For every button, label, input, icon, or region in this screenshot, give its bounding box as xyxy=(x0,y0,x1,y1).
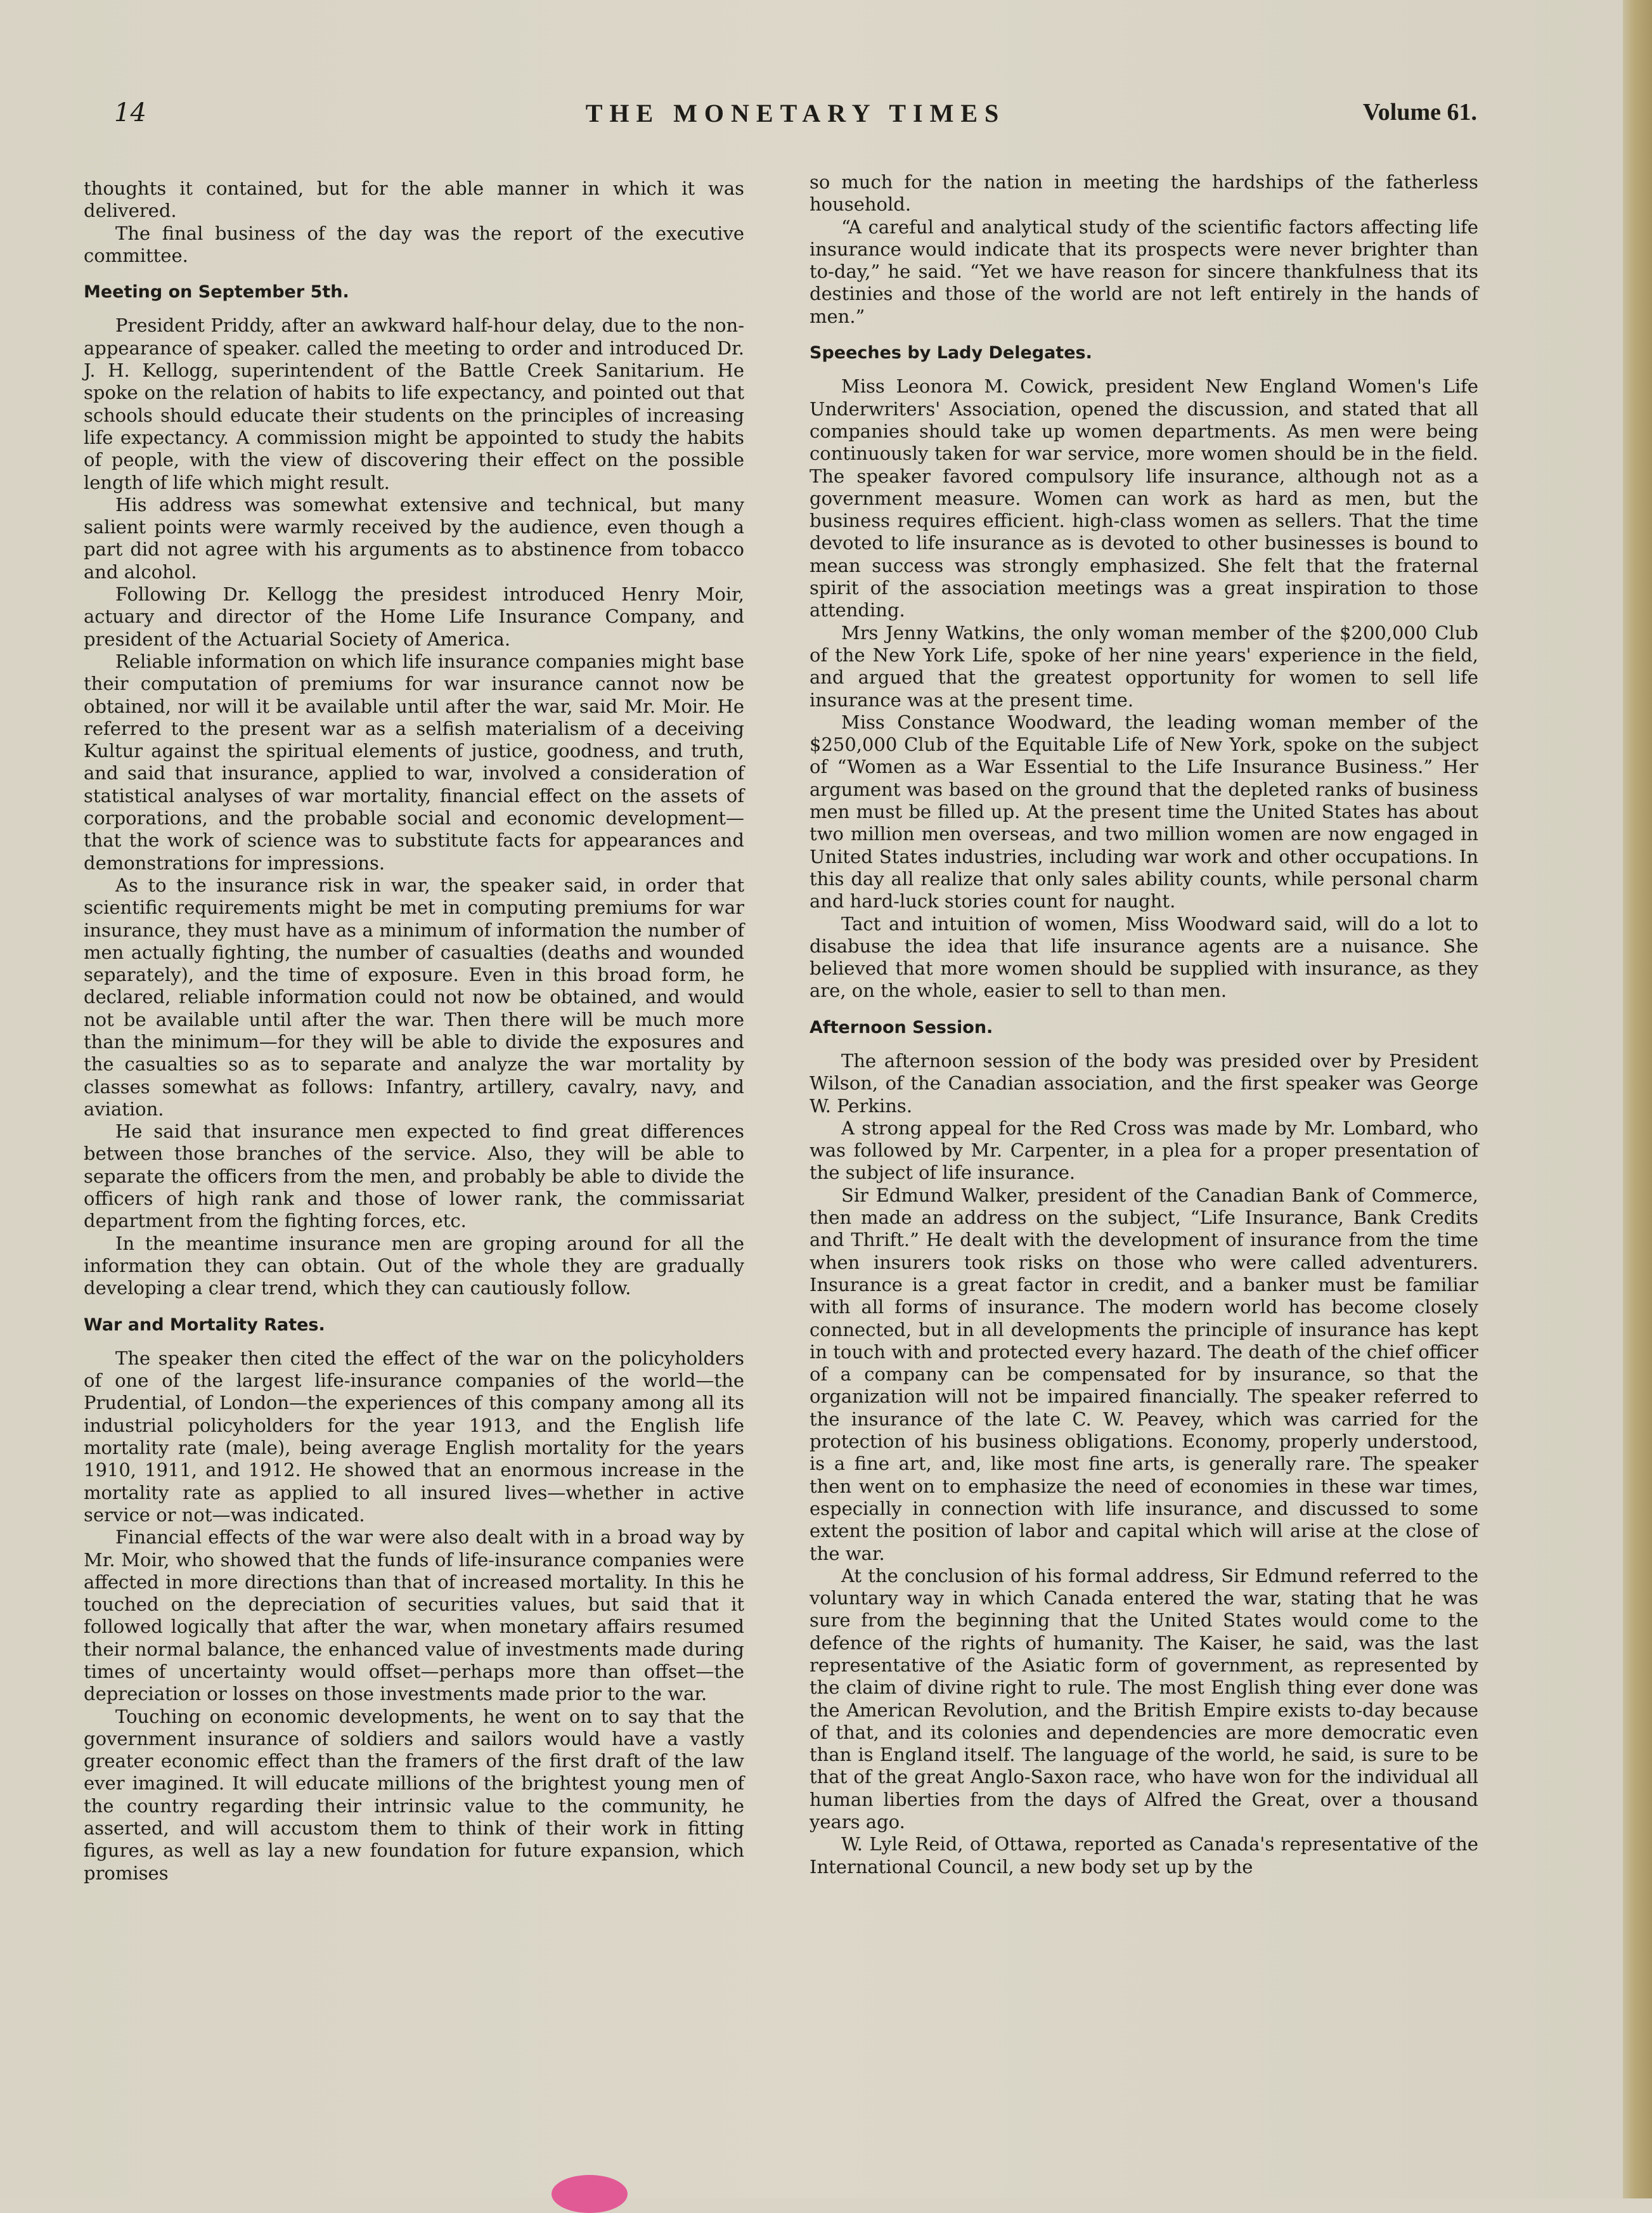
paragraph: The speaker then cited the effect of the war on the policyholders of one of the largest life-insurance companies of the world—the Prudential, of London—the experiences of this company among all its industrial policyholders for the year 1913, and the English life mortality rate (male), being average English mortality for the years 1910, 1911, and 1912. He showed that an enormous increase in the mortality rate as applied to all insured lives—whether in active service or not—was indicated. xyxy=(84,1347,744,1526)
paragraph: Miss Leonora M. Cowick, president New England Women's Life Underwriters' Association, opened the discussion, and stated that all companies should take up women departments. As men were being continuously taken for war service, more women should be in the field. The speaker favored compulsory life insurance, although not as a government measure. Women can work as hard as men, but the business requires efficient. high-class women as sellers. That the time devoted to life insurance as is devoted to other businesses is bound to mean success was strongly emphasized. She felt that the fraternal spirit of the association meetings was a great inspiration to those attending. xyxy=(810,375,1478,621)
paragraph: “A careful and analytical study of the scientific factors affecting life insurance would indicate that its prospects were never brighter than to-day,” he said. “Yet we have reason for sincere thankfulness that its destinies and those of the world are not left entirely in the hands of men.” xyxy=(810,216,1478,327)
paragraph: President Priddy, after an awkward half-hour delay, due to the non-appearance of speaker. called the meeting to order and introduced Dr. J. H. Kellogg, superintendent of the Battle Creek Sanitarium. He spoke on the relation of habits to life expectancy, and pointed out that schools should educate their students on the principles of increasing life expectancy. A commission might be appointed to study the habits of people, with the view of discovering their effect on the possible length of life which might result. xyxy=(84,315,744,493)
paragraph: Sir Edmund Walker, president of the Canadian Bank of Commerce, then made an address on the subject, “Life Insurance, Bank Credits and Thrift.” He dealt with the development of insurance from the time when insurers took risks on those who were called adventurers. Insurance is a great factor in credit, and a banker must be familiar with all forms of insurance. The modern world has become closely connected, but in all developments the principle of insurance has kept in touch with and protected every hazard. The death of the chief officer of a company can be compensated for by insurance, so that the organization will not be impaired financially. The speaker referred to the insurance of the late C. W. Peavey, which was carried for the protection of his business obligations. Economy, properly understood, is a fine art, and, like most fine arts, is generally rare. The speaker then went on to emphasize the need of economies in these war times, especially in connection with life insurance, and discussed to some extent the position of labor and capital which will arise at the close of the war. xyxy=(810,1184,1478,1564)
paragraph: The final business of the day was the report of the executive committee. xyxy=(84,222,744,266)
paragraph: Reliable information on which life insurance companies might base their computation of premiums for war insurance cannot now be obtained, nor will it be available until after the war, said Mr. Moir. He referred to the present war as a selfish materialism of a deceiving Kultur against the spiritual elements of justice, goodness, and truth, and said that insurance, applied to war, involved a consideration of statistical analyses of war mortality, financial effect on the assets of corporations, and the probable social and economic development—that the work of science was to substitute facts for appearances and demonstrations for impressions. xyxy=(84,650,744,874)
volume-label: Volume 61. xyxy=(1362,99,1477,126)
right-column xyxy=(810,171,1478,1878)
paragraph: thoughts it contained, but for the able manner in which it was delivered. xyxy=(84,178,744,222)
paragraph: so much for the nation in meeting the hardships of the fatherless household. xyxy=(810,171,1478,216)
page-header xyxy=(114,98,1477,136)
paragraph: Following Dr. Kellogg the presidest introduced Henry Moir, actuary and director of the Home Life Insurance Company, and president of the Actuarial Society of America. xyxy=(84,583,744,650)
left-column xyxy=(84,178,744,1885)
paragraph: A strong appeal for the Red Cross was made by Mr. Lombard, who was followed by Mr. Carpenter, in a plea for a proper presentation of the subject of life insurance. xyxy=(810,1117,1478,1184)
paragraph: Tact and intuition of women, Miss Woodward said, will do a lot to disabuse the idea that life insurance agents are a nuisance. She believed that more women should be supplied with insurance, as they are, on the whole, easier to sell to than men. xyxy=(810,912,1478,1002)
paragraph: Financial effects of the war were also dealt with in a broad way by Mr. Moir, who showed that the funds of life-insurance companies were affected in more directions than that of increased mortality. In this he touched on the depreciation of securities values, but said that it followed logically that after the war, when monetary affairs resumed their normal balance, the enhanced value of investments made during times of uncertainty would offset—perhaps more than offset—the depreciation or losses on those investments made prior to the war. xyxy=(84,1526,744,1705)
section-heading: Afternoon Session. xyxy=(810,1017,993,1037)
paragraph: At the conclusion of his formal address, Sir Edmund referred to the voluntary way in which Canada entered the war, stating that he was sure from the beginning that the United States would come to the defence of the rights of humanity. The Kaiser, he said, was the last representative of the Asiatic form of government, as represented by the claim of divine right to rule. The most English thing ever done was the American Revolution, and the British Empire exists to-day because of that, and its colonies and dependencies are more democratic even than is England itself. The language of the world, he said, is sure to be that of the great Anglo-Saxon race, who have won for the individual all human liberties from the days of Alfred the Great, over a thousand years ago. xyxy=(810,1564,1478,1833)
page-edge xyxy=(1623,0,1652,2198)
paragraph: In the meantime insurance men are groping around for all the information they can obtain. Out of the whole they are gradually developing a clear trend, which they can cautiously follow. xyxy=(84,1232,744,1299)
section-heading: Speeches by Lady Delegates. xyxy=(810,343,1092,363)
section-heading: Meeting on September 5th. xyxy=(84,282,349,302)
paragraph: Mrs Jenny Watkins, the only woman member of the $200,000 Club of the New York Life, spoke of her nine years' experience in the field, and argued that the greatest opportunity for women to sell life insurance was at the present time. xyxy=(810,621,1478,711)
paragraph: Touching on economic developments, he went on to say that the government insurance of soldiers and sailors would have a vastly greater economic effect than the framers of the first draft of the law ever imagined. It will educate millions of the brightest young men of the country regarding their intrinsic value to the community, he asserted, and will accustom them to think of their work in fitting figures, as well as lay a new foundation for future expansion, which promises xyxy=(84,1705,744,1884)
pink-mark xyxy=(552,2175,628,2213)
paragraph: W. Lyle Reid, of Ottawa, reported as Canada's representative of the International Council, a new body set up by the xyxy=(810,1833,1478,1878)
paragraph: Miss Constance Woodward, the leading woman member of the $250,000 Club of the Equitable Life of New York, spoke on the subject of “Women as a War Essential to the Life Insurance Business.” Her argument was based on the ground that the depleted ranks of business men must be filled up. At the present time the United States has about two million men overseas, and two million women are now engaged in United States industries, including war work and other occupations. In this day all realize that only sales ability counts, while personal charm and hard-luck stories count for naught. xyxy=(810,711,1478,912)
paragraph: As to the insurance risk in war, the speaker said, in order that scientific requirements might be met in computing premiums for war insurance, they must have as a minimum of information the number of men actually fighting, the number of casualties (deaths and wounded separately), and the time of exposure. Even in this broad form, he declared, reliable information could not now be obtained, and would not be available until after the war. Then there will be much more than the minimum—for they will be able to divide the exposures and the casualties so as to separate and analyze the war mortality by classes somewhat as follows: Infantry, artillery, cavalry, navy, and aviation. xyxy=(84,874,744,1120)
paragraph: He said that insurance men expected to find great differences between those branches of the service. Also, they will be able to separate the officers from the men, and probably be able to divide the officers of high rank and those of lower rank, the commissariat department from the fighting forces, etc. xyxy=(84,1120,744,1232)
paragraph: His address was somewhat extensive and technical, but many salient points were warmly received by the audience, even though a part did not agree with his arguments as to abstinence from tobacco and alcohol. xyxy=(84,493,744,583)
publication-title: THE MONETARY TIMES xyxy=(585,99,1006,127)
paragraph: The afternoon session of the body was presided over by President Wilson, of the Canadian association, and the first speaker was George W. Perkins. xyxy=(810,1049,1478,1117)
section-heading: War and Mortality Rates. xyxy=(84,1314,325,1335)
page-number: 14 xyxy=(114,98,146,127)
